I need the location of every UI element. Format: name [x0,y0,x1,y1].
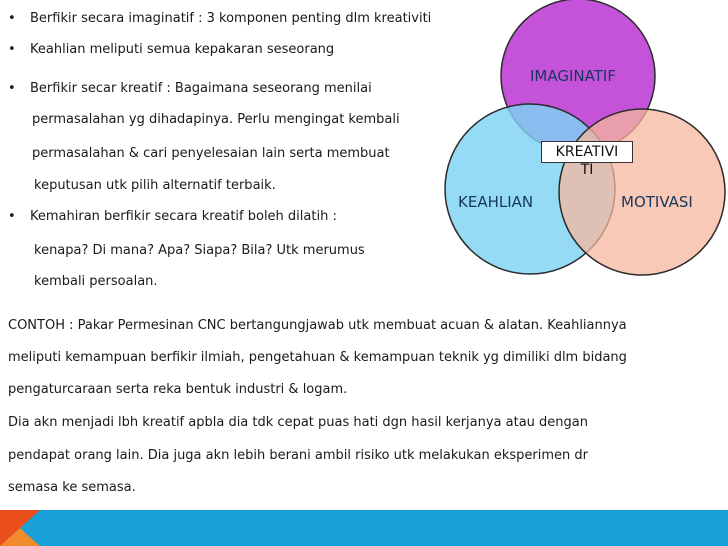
bullet-continuation: kenapa? Di mana? Apa? Siapa? Bila? Utk merumus [34,243,365,258]
footer-stripe [0,510,728,546]
example-line: meliputi kemampuan berfikir ilmiah, pengetahuan & kemampuan teknik yg dimiliki dlm bidang [8,350,627,365]
venn-label-imaginatif: IMAGINATIF [530,67,616,85]
bullet-continuation: keputusan utk pilih alternatif terbaik. [34,178,276,193]
example-line: CONTOH : Pakar Permesinan CNC bertangungjawab utk membuat acuan & alatan. Keahliannya [8,318,627,333]
bullet-item: • Keahlian meliputi semua kepakaran seseorang [8,40,334,60]
bullet-continuation: permasalahan yg dihadapinya. Perlu mengingat kembali [32,112,400,127]
venn-circle-motivasi [559,109,725,275]
example-line: pengaturcaraan serta reka bentuk industri & logam. [8,382,348,397]
venn-center-overflow: TI [580,162,594,178]
bullet-item: • Berfikir secara imaginatif : 3 komponen penting dlm kreativiti [8,9,431,29]
venn-center-box [541,141,633,163]
example-line: semasa ke semasa. [8,480,136,495]
venn-label-keahlian: KEAHLIAN [458,193,534,211]
footer-blue-band [0,510,728,546]
bullet-marker: • [8,11,16,26]
bullet-continuation: kembali persoalan. [34,274,158,289]
bullet-marker: • [8,42,16,57]
bullet-continuation: permasalahan & cari penyelesaian lain serta membuat [32,146,390,161]
bullet-marker: • [8,81,16,96]
bullet-item: • Berfikir secar kreatif : Bagaimana seseorang menilai [8,79,372,99]
example-line: Dia akn menjadi lbh kreatif apbla dia tdk cepat puas hati dgn hasil kerjanya atau dengan [8,415,588,430]
venn-label-motivasi: MOTIVASI [621,193,693,211]
bullet-item: • Kemahiran berfikir secara kreatif boleh dilatih : [8,207,337,227]
example-line: pendapat orang lain. Dia juga akn lebih berani ambil risiko utk melakukan eksperimen dr [8,448,589,463]
venn-center-label: KREATIVI [555,144,619,160]
bullet-marker: • [8,209,16,224]
footer-red-wedge [0,510,40,546]
